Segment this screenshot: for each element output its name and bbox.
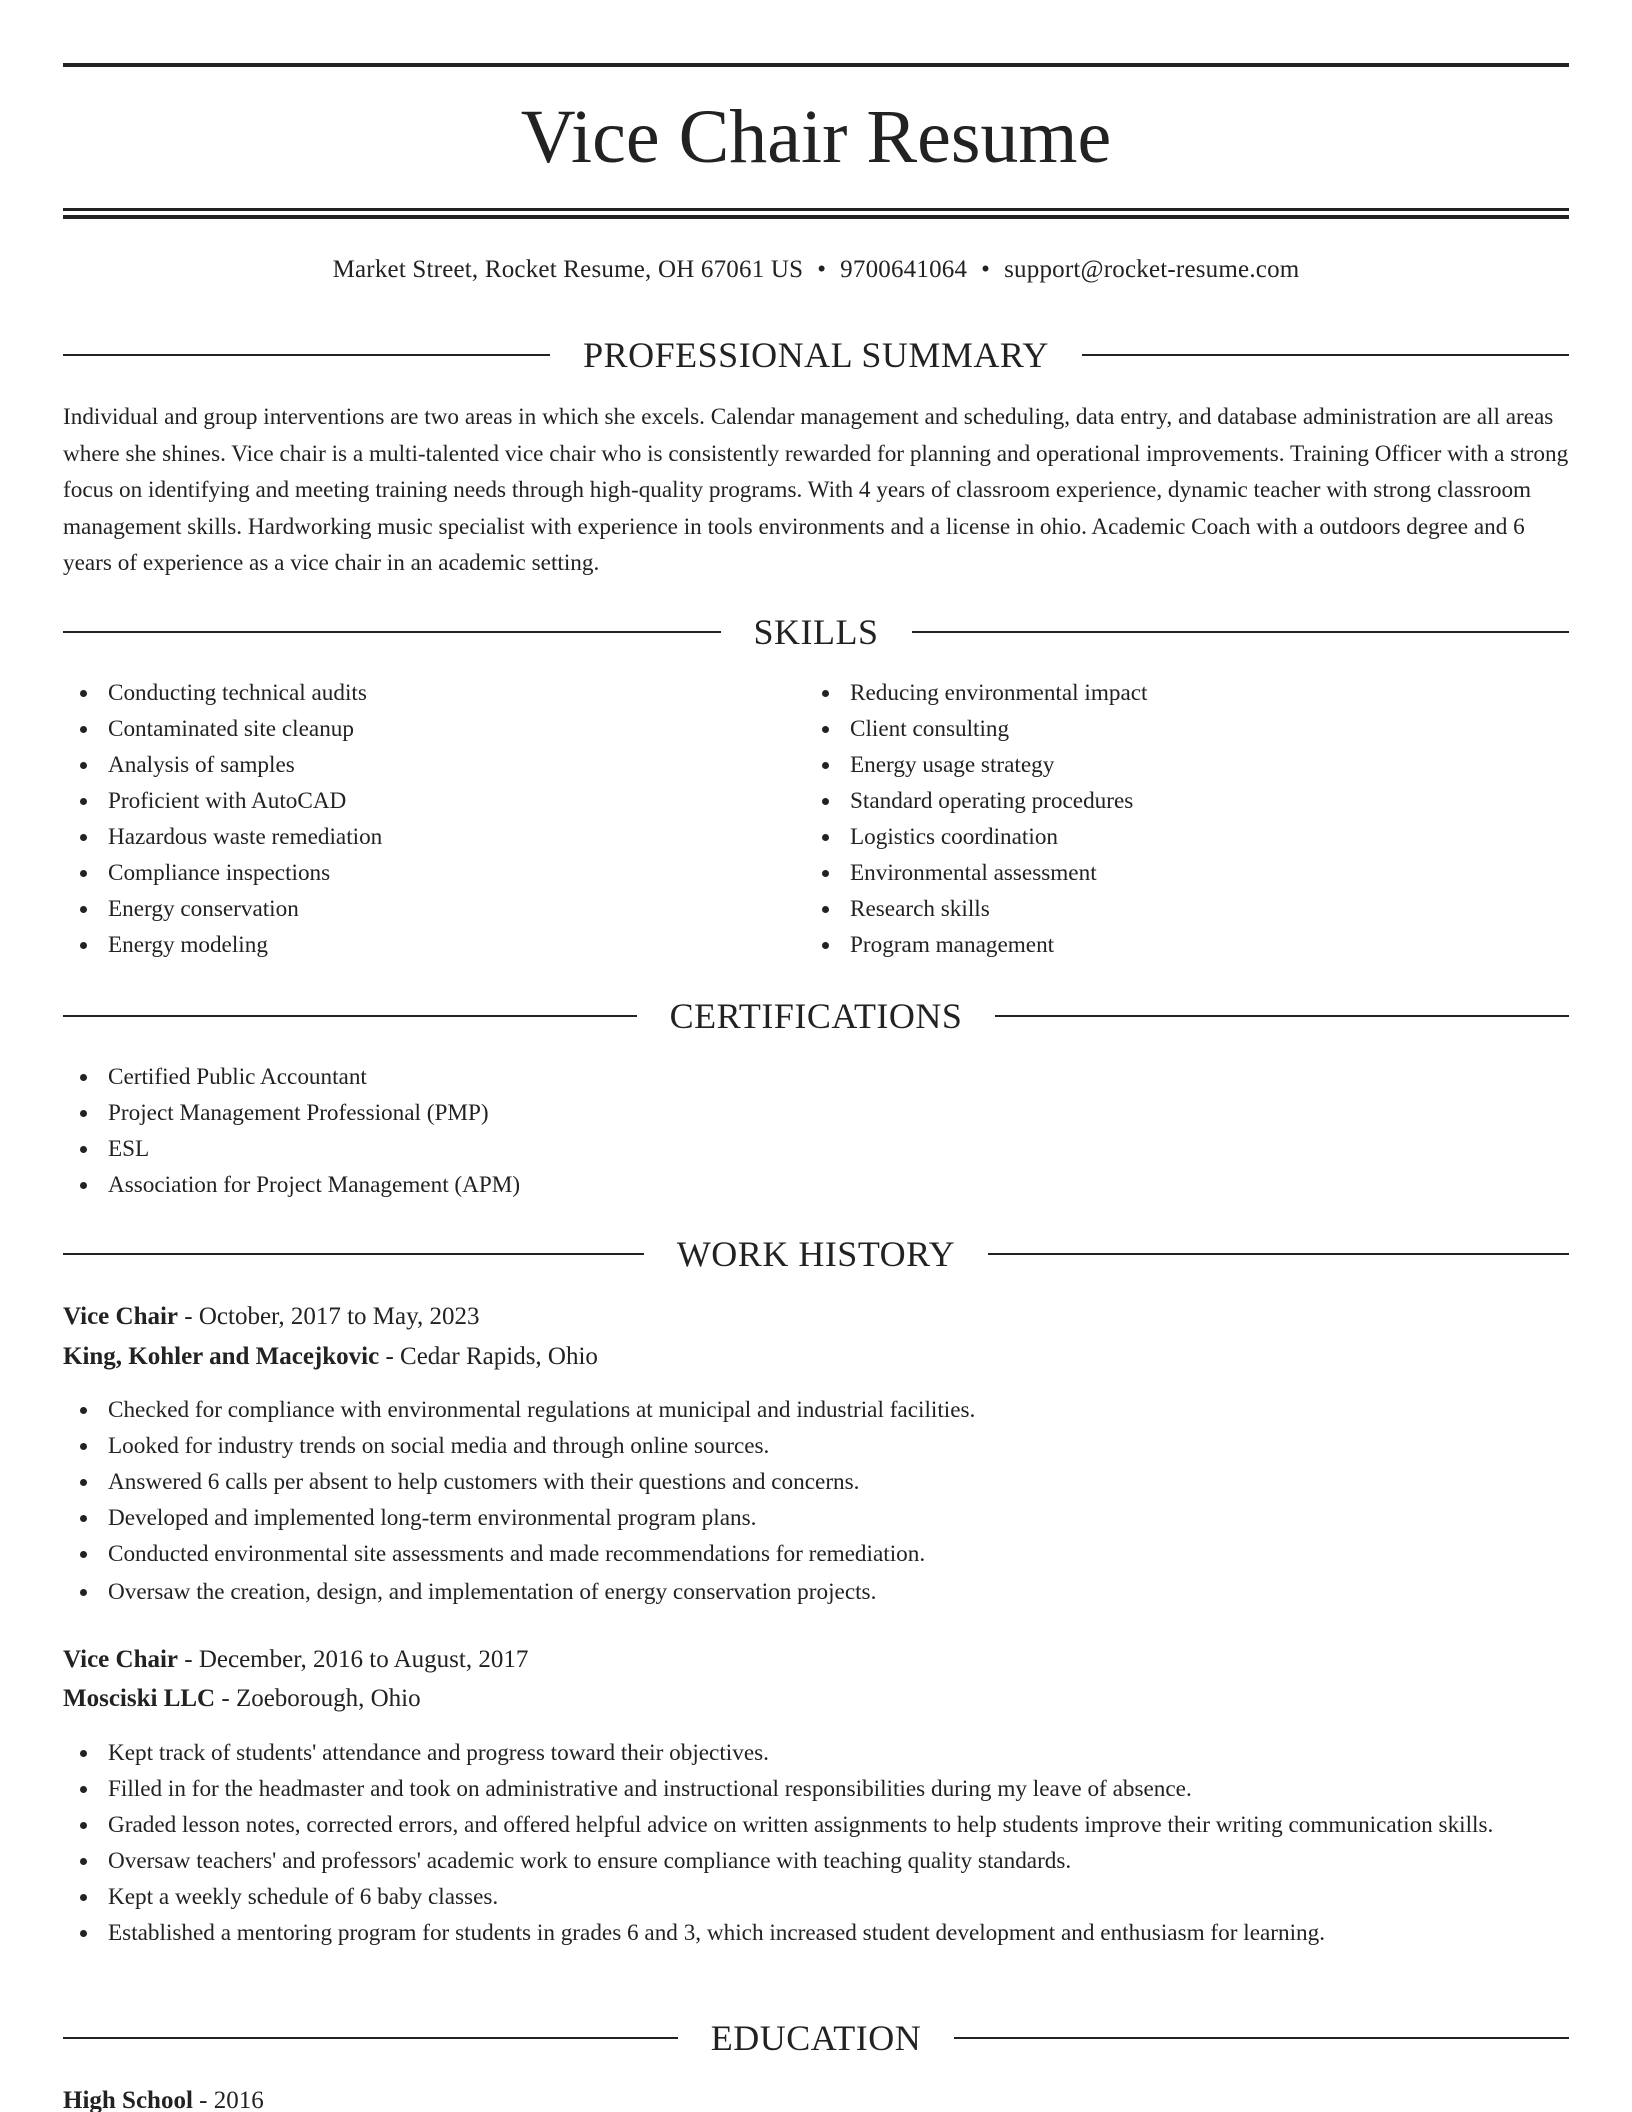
skill-item: Standard operating procedures bbox=[805, 783, 1505, 819]
education-line bbox=[63, 2083, 264, 2112]
skill-item: Hazardous waste remediation bbox=[63, 819, 763, 855]
skill-item: Program management bbox=[805, 927, 1505, 963]
section-rule bbox=[63, 1253, 644, 1255]
skill-item: Conducting technical audits bbox=[63, 675, 763, 711]
skill-item: Energy modeling bbox=[63, 927, 763, 963]
contact-address: Market Street, Rocket Resume, OH 67061 US bbox=[332, 256, 804, 283]
job-duty-item: Oversaw teachers' and professors' academic work to ensure compliance with teaching quality standards. bbox=[63, 1843, 1573, 1879]
job-dates: December, 2016 to August, 2017 bbox=[198, 1646, 529, 1673]
job-duty-item: Filled in for the headmaster and took on administrative and instructional responsibilities during my leave of absence. bbox=[63, 1771, 1573, 1807]
skills-list-right bbox=[805, 675, 1505, 963]
job-location: Cedar Rapids, Ohio bbox=[400, 1343, 598, 1370]
job-title-line bbox=[63, 1642, 528, 1678]
job-duty-item: Developed and implemented long-term environmental program plans. bbox=[63, 1500, 1573, 1536]
section-header-education bbox=[63, 2016, 1569, 2060]
section-title-summary: PROFESSIONAL SUMMARY bbox=[583, 335, 1049, 375]
section-rule bbox=[63, 631, 721, 633]
section-rule bbox=[988, 1253, 1569, 1255]
resume-title: Vice Chair Resume bbox=[520, 95, 1112, 179]
job-role: Vice Chair bbox=[63, 1303, 179, 1330]
contact-separator: • bbox=[981, 256, 991, 283]
contact-phone: 9700641064 bbox=[840, 256, 968, 283]
job-duty-item: Graded lesson notes, corrected errors, and offered helpful advice on written assignments to help students improve their writing communication skills. bbox=[63, 1807, 1573, 1843]
job-company: Mosciski LLC bbox=[63, 1685, 216, 1712]
section-rule bbox=[63, 2037, 678, 2039]
header-double-rule bbox=[63, 208, 1569, 219]
header-top-rule bbox=[63, 63, 1569, 67]
job-duty-item: Oversaw the creation, design, and implementation of energy conservation projects. bbox=[63, 1574, 1573, 1610]
section-rule bbox=[1082, 354, 1569, 356]
section-header-work bbox=[63, 1232, 1569, 1276]
job-duty-item: Answered 6 calls per absent to help customers with their questions and concerns. bbox=[63, 1464, 1573, 1500]
certification-item: Project Management Professional (PMP) bbox=[63, 1095, 1263, 1131]
education-degree: High School bbox=[63, 2087, 193, 2112]
skill-item: Analysis of samples bbox=[63, 747, 763, 783]
job-duty-item: Kept track of students' attendance and progress toward their objectives. bbox=[63, 1735, 1573, 1771]
job-duty-item: Kept a weekly schedule of 6 baby classes. bbox=[63, 1879, 1573, 1915]
job-duties-list bbox=[63, 1735, 1573, 1951]
section-title-work: WORK HISTORY bbox=[676, 1234, 956, 1274]
job-dates: October, 2017 to May, 2023 bbox=[198, 1303, 480, 1330]
section-title-skills: SKILLS bbox=[753, 612, 879, 652]
certifications-list bbox=[63, 1059, 1263, 1203]
skill-item: Environmental assessment bbox=[805, 855, 1505, 891]
skill-item: Client consulting bbox=[805, 711, 1505, 747]
education-joiner: - bbox=[192, 2087, 214, 2112]
job-duty-item: Checked for compliance with environmental regulations at municipal and industrial facilities. bbox=[63, 1392, 1573, 1428]
section-rule bbox=[995, 1015, 1569, 1017]
job-company-line bbox=[63, 1339, 598, 1375]
job-joiner: - bbox=[215, 1685, 236, 1712]
certification-item: Certified Public Accountant bbox=[63, 1059, 1263, 1095]
job-joiner: - bbox=[379, 1343, 401, 1370]
certification-item: Association for Project Management (APM) bbox=[63, 1167, 1263, 1203]
job-role: Vice Chair bbox=[63, 1646, 179, 1673]
education-year: 2016 bbox=[213, 2087, 264, 2112]
section-title-education: EDUCATION bbox=[710, 2018, 922, 2058]
job-location: Zoeborough, Ohio bbox=[235, 1685, 421, 1712]
skill-item: Compliance inspections bbox=[63, 855, 763, 891]
job-duties-list bbox=[63, 1392, 1573, 1610]
job-joiner: - bbox=[178, 1646, 199, 1673]
section-rule bbox=[63, 1015, 637, 1017]
job-duty-item: Established a mentoring program for students in grades 6 and 3, which increased student development and enthusiasm for learning. bbox=[63, 1915, 1573, 1951]
job-title-line bbox=[63, 1299, 480, 1335]
job-duty-item: Conducted environmental site assessments and made recommendations for remediation. bbox=[63, 1536, 1573, 1572]
job-company-line bbox=[63, 1681, 421, 1717]
contact-line bbox=[63, 252, 1569, 288]
job-duty-item: Looked for industry trends on social media and through online sources. bbox=[63, 1428, 1573, 1464]
section-rule bbox=[954, 2037, 1569, 2039]
summary-text: Individual and group interventions are two areas in which she excels. Calendar management and scheduling, data entry, and database administration are all areas where she shines. Vice chair is a multi-talented vice chair who is consistently rewarded for planning and operational improvements. Training Officer with a strong focus on identifying and meeting training needs through high-quality programs. With 4 years of classroom experience, dynamic teacher with strong classroom management skills. Hardworking music specialist with experience in tools environments and a license in ohio. Academic Coach with a outdoors degree and 6 years of experience as a vice chair in an academic setting. bbox=[63, 404, 1569, 576]
certification-item: ESL bbox=[63, 1131, 1263, 1167]
section-header-summary bbox=[63, 333, 1569, 377]
skill-item: Reducing environmental impact bbox=[805, 675, 1505, 711]
skill-item: Research skills bbox=[805, 891, 1505, 927]
section-rule bbox=[63, 354, 550, 356]
job-joiner: - bbox=[178, 1303, 199, 1330]
job-company: King, Kohler and Macejkovic bbox=[63, 1343, 380, 1370]
skill-item: Energy usage strategy bbox=[805, 747, 1505, 783]
section-header-skills bbox=[63, 610, 1569, 654]
skill-item: Energy conservation bbox=[63, 891, 763, 927]
contact-separator: • bbox=[817, 256, 827, 283]
skill-item: Logistics coordination bbox=[805, 819, 1505, 855]
section-rule bbox=[912, 631, 1570, 633]
contact-email: support@rocket-resume.com bbox=[1004, 256, 1300, 283]
skills-list-left bbox=[63, 675, 763, 963]
skill-item: Proficient with AutoCAD bbox=[63, 783, 763, 819]
skill-item: Contaminated site cleanup bbox=[63, 711, 763, 747]
section-title-certifications: CERTIFICATIONS bbox=[669, 996, 963, 1036]
section-header-certifications bbox=[63, 994, 1569, 1038]
